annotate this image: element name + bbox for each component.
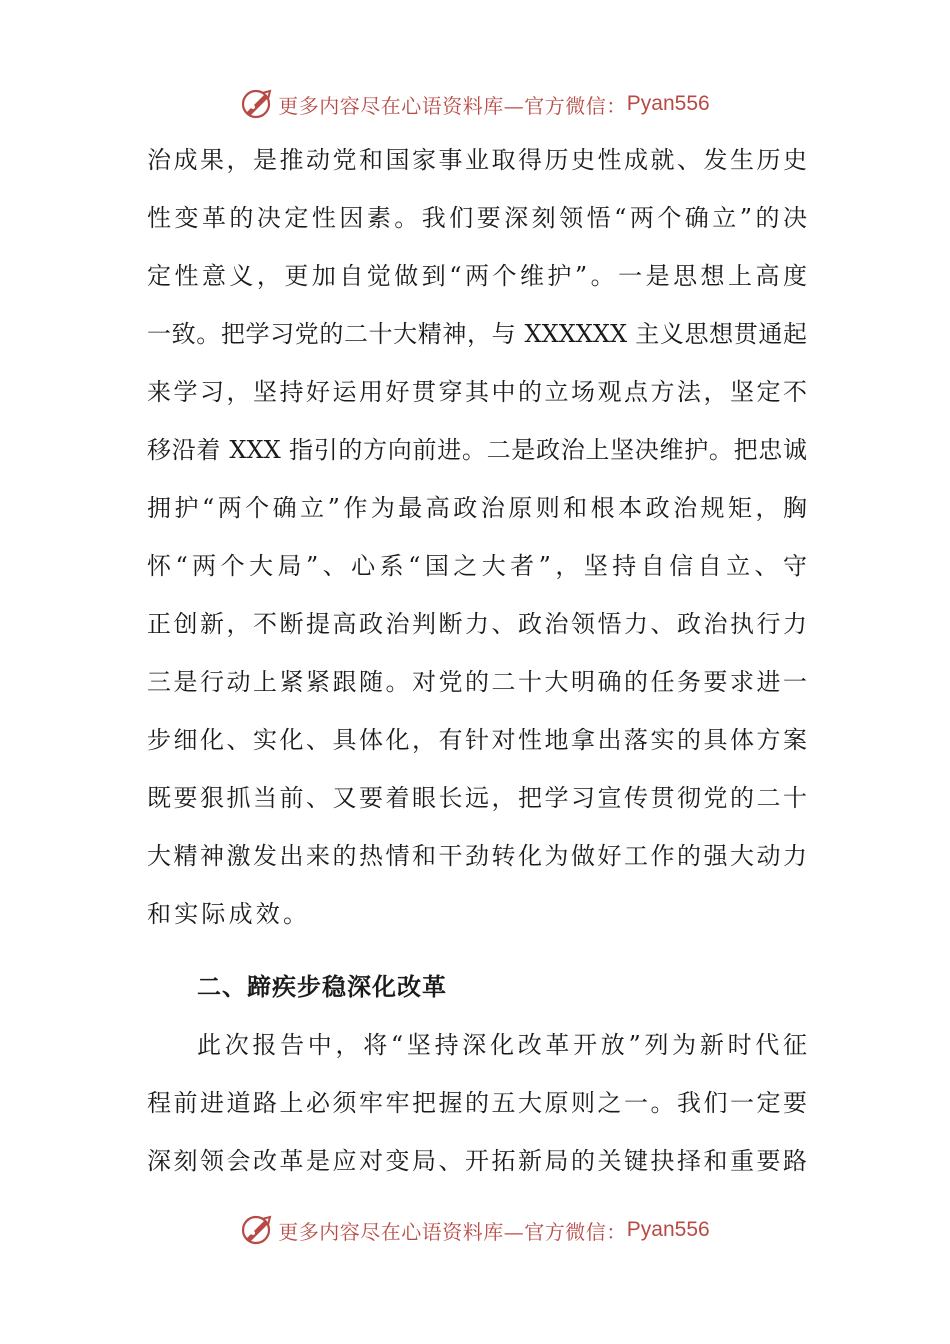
- text-line: 正创新，不断提高政治判断力、政治领悟力、政治执行力: [147, 610, 807, 638]
- text-line: 定性意义，更加自觉做到“两个维护”。一是思想上高度: [147, 262, 807, 290]
- text-line: 此次报告中，将“坚持深化改革开放”列为新时代征: [197, 1031, 807, 1059]
- header-banner: [0, 82, 950, 126]
- banner-text: 更多内容尽在心语资料库—官方微信：: [278, 1219, 627, 1244]
- text-line: 大精神激发出来的热情和干劲转化为做好工作的强大动力: [147, 842, 807, 870]
- text-line: 步细化、实化、具体化，有针对性地拿出落实的具体方案: [147, 726, 807, 754]
- text-line: 三是行动上紧紧跟随。对党的二十大明确的任务要求进一: [147, 668, 807, 696]
- text-line: 深刻领会改革是应对变局、开拓新局的关键抉择和重要路: [147, 1147, 807, 1175]
- banner-wechat-id: Pyan556: [626, 92, 710, 115]
- text-line: 来学习，坚持好运用好贯穿其中的立场观点方法，坚定不: [147, 378, 807, 406]
- pen-logo-icon: [240, 87, 274, 121]
- banner-text: 更多内容尽在心语资料库—官方微信：: [278, 93, 627, 118]
- banner-wechat-id: Pyan556: [626, 1218, 710, 1241]
- text-line: 和实际成效。: [147, 900, 311, 928]
- document-body: [147, 131, 807, 1190]
- text-line: 移沿着 XXX 指引的方向前进。二是政治上坚决维护。把忠诚: [147, 436, 807, 464]
- text-line: 程前进道路上必须牢牢把握的五大原则之一。我们一定要: [147, 1089, 807, 1117]
- section-heading: 二、蹄疾步稳深化改革: [197, 973, 447, 1001]
- text-line: 拥护“两个确立”作为最高政治原则和根本政治规矩，胸: [147, 494, 807, 522]
- text-line: 怀“两个大局”、心系“国之大者”，坚持自信自立、守: [147, 552, 807, 580]
- footer-banner: [0, 1208, 950, 1252]
- text-line: 治成果，是推动党和国家事业取得历史性成就、发生历史: [147, 146, 807, 174]
- text-line: 一致。把学习党的二十大精神，与 XXXXXX 主义思想贯通起: [147, 320, 807, 348]
- pen-logo-icon: [240, 1213, 274, 1247]
- text-line: 既要狠抓当前、又要着眼长远，把学习宣传贯彻党的二十: [147, 784, 807, 812]
- text-line: 性变革的决定性因素。我们要深刻领悟“两个确立”的决: [147, 204, 807, 232]
